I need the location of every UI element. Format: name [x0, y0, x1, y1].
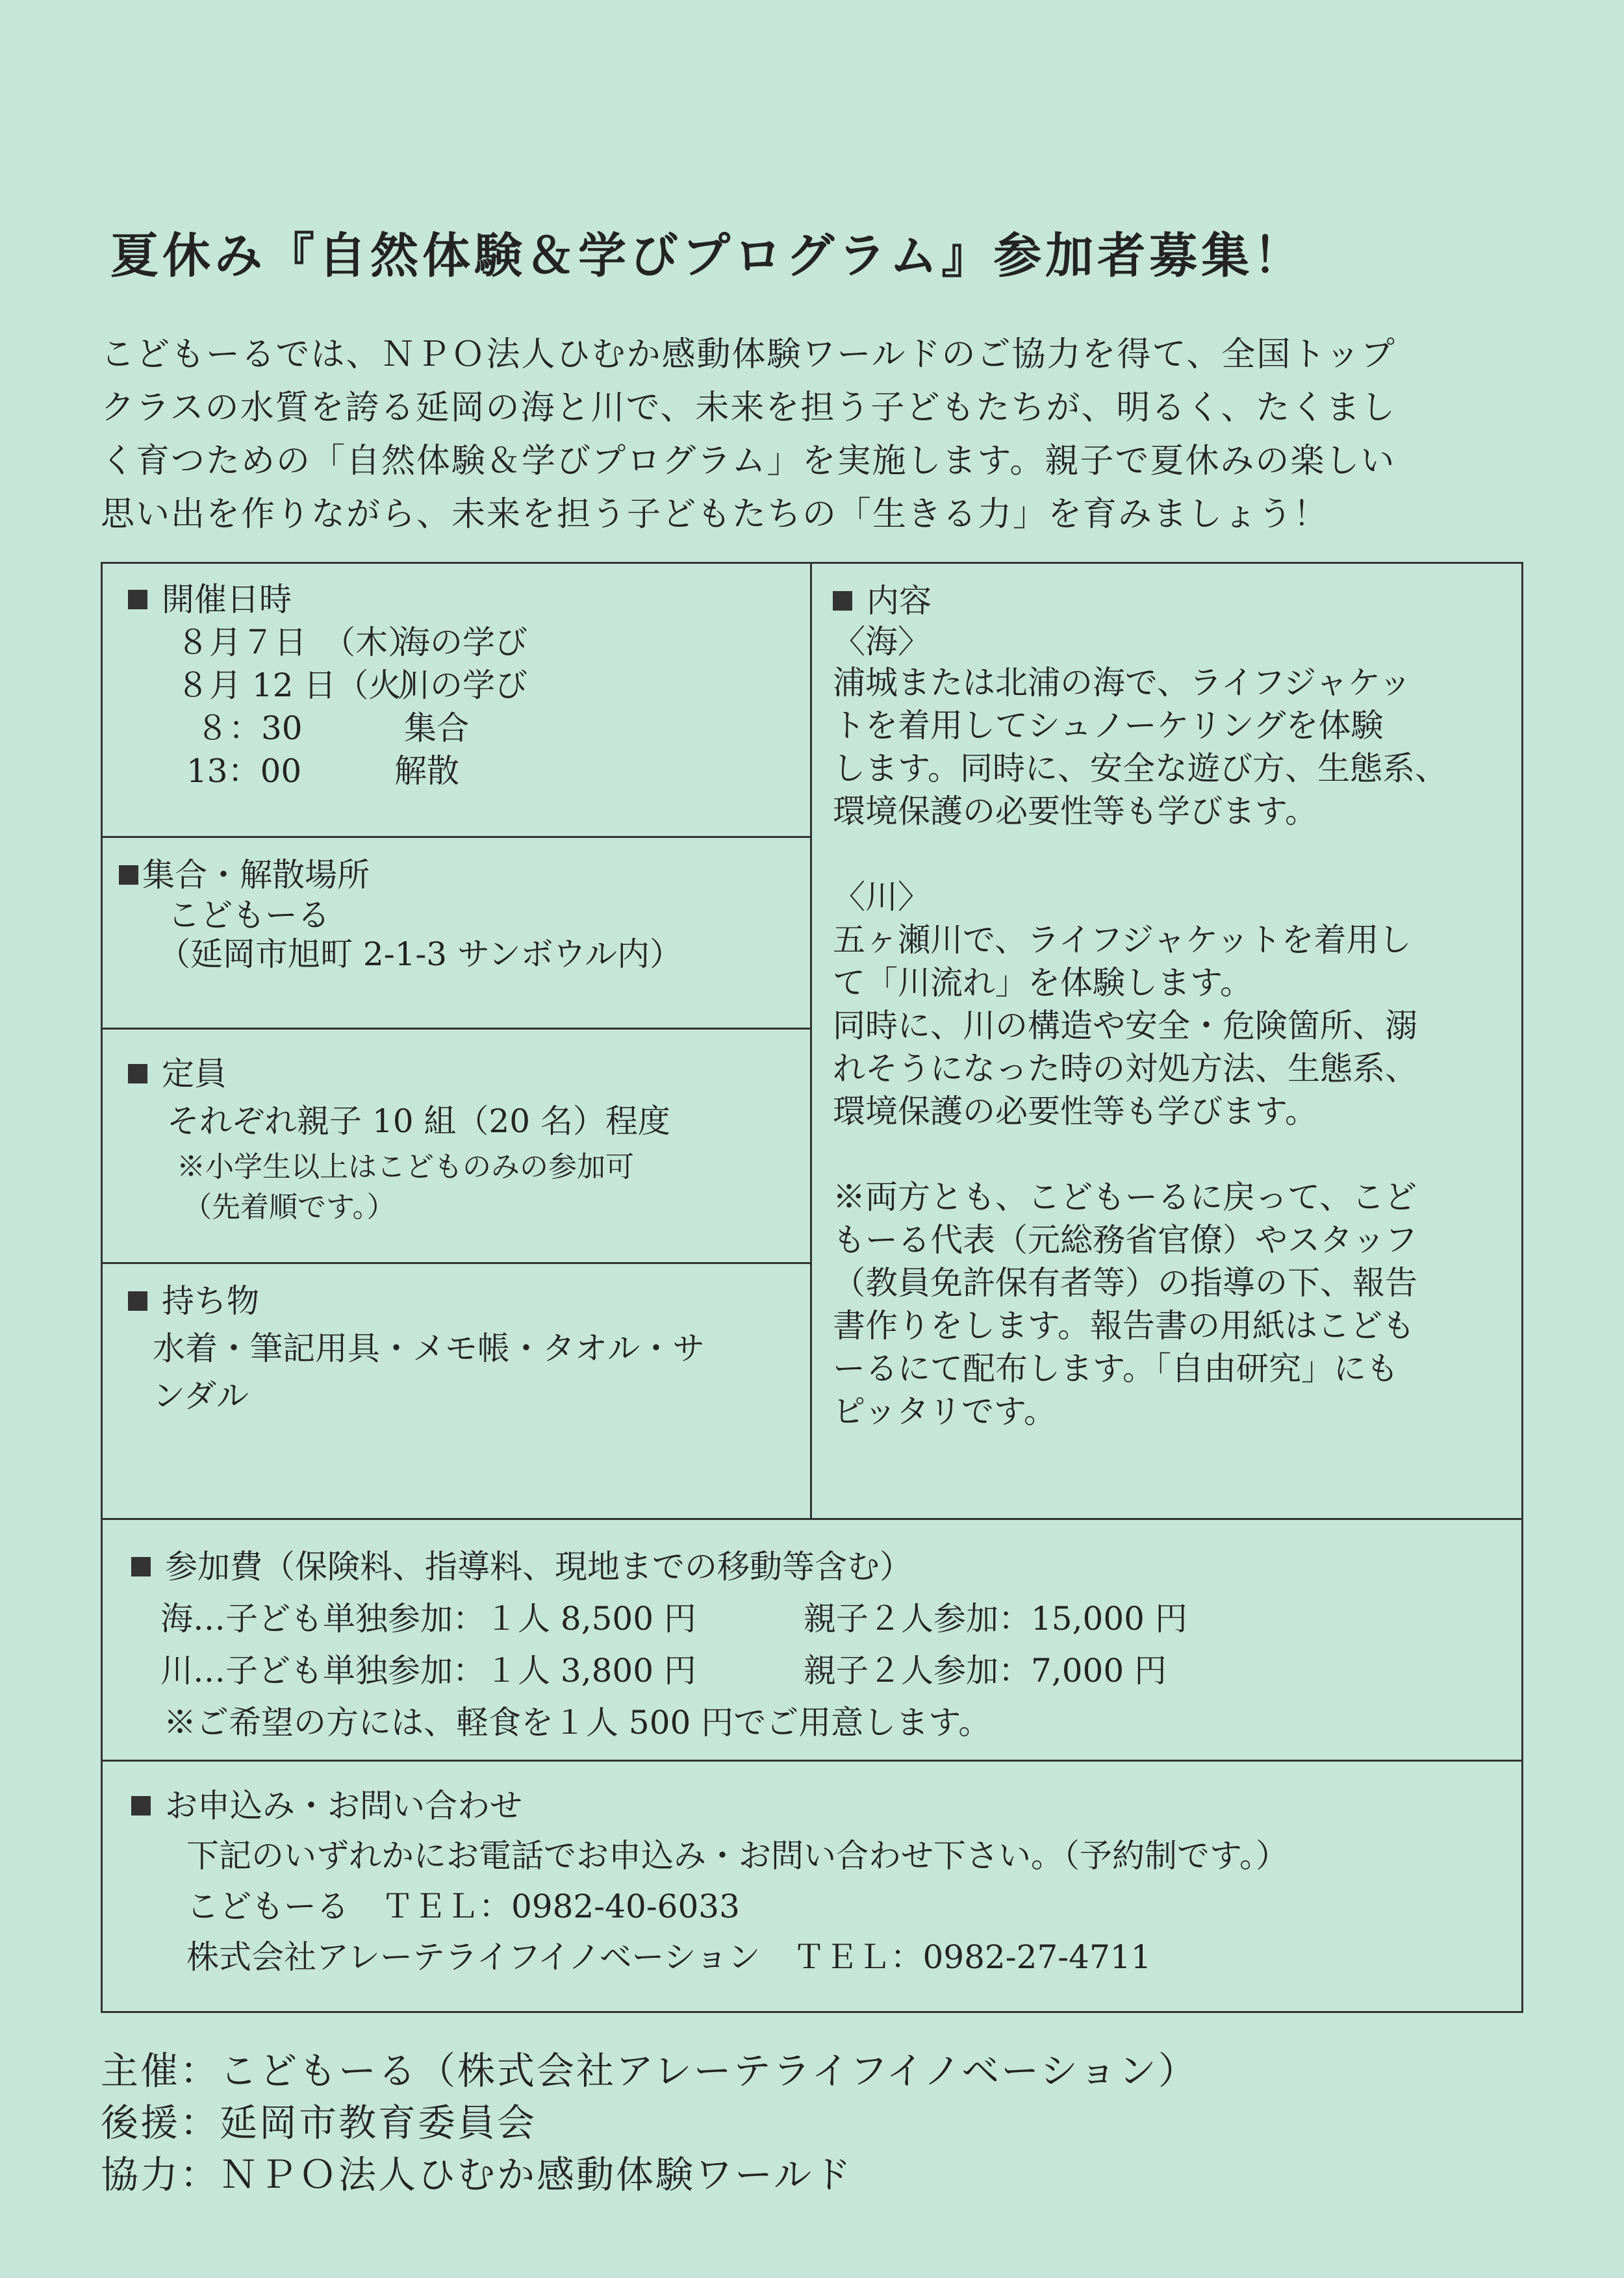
contact-phone-arete: 株式会社アレーテライフイノベーション ＴＥＬ：0982-27-4711 [186, 1938, 1152, 1976]
schedule-time-row [128, 750, 809, 792]
bullet-square-icon [833, 591, 852, 611]
bullet-square-icon [128, 1291, 147, 1311]
schedule-section [101, 564, 809, 833]
fee-section [104, 1526, 1520, 1757]
items-section [101, 1267, 809, 1517]
river-line: て「川流れ」を体験します。 [833, 964, 1252, 1002]
contact-section [104, 1767, 1520, 2010]
contact-instruction: 下記のいずれかにお電話でお申込み・お問い合わせ下さい。（予約制です。） [186, 1837, 1288, 1875]
river-label: 〈川〉 [833, 878, 930, 916]
schedule-time: 13：00 [186, 752, 302, 790]
schedule-date: ８月７日 （木） [177, 624, 420, 661]
intro-line: こどもーるでは、ＮＰＯ法人ひむか感動体験ワールドのご協力を得て、全国トップ [101, 335, 1396, 374]
content-heading: 内容 [867, 582, 932, 620]
place-section [101, 839, 809, 1028]
schedule-time-label: 解散 [394, 752, 459, 790]
sea-line: 環境保護の必要性等も学びます。 [833, 792, 1317, 830]
sea-label: 〈海〉 [833, 623, 930, 661]
capacity-text: それぞれ親子 10 組（20 名）程度 [167, 1102, 670, 1140]
schedule-time-row [128, 707, 809, 750]
river-line: 環境保護の必要性等も学びます。 [833, 1093, 1317, 1130]
schedule-row [128, 621, 809, 664]
footer-credits [101, 2045, 1198, 2201]
capacity-note: （先着順です。） [183, 1191, 396, 1224]
divider [101, 1262, 812, 1264]
bullet-square-icon [119, 865, 138, 885]
capacity-section [101, 1033, 809, 1260]
schedule-heading: 開催日時 [162, 581, 292, 618]
fee-single: 海…子ども単独参加：１人 8,500 円 [160, 1600, 696, 1638]
items-heading: 持ち物 [162, 1282, 259, 1320]
fee-row-river [131, 1645, 1520, 1697]
sea-line: トを着用してシュノーケリングを体験 [833, 707, 1384, 744]
organizer: 主催：こどもーる（株式会社アレーテライフイノベーション） [101, 2049, 1198, 2093]
bullet-square-icon [128, 590, 147, 609]
cooperator: 協力：ＮＰＯ法人ひむか感動体験ワールド [101, 2153, 853, 2197]
capacity-heading: 定員 [162, 1055, 227, 1093]
content-section [812, 565, 1521, 1517]
intro-line: 思い出を作りながら、未来を担う子どもたちの「生きる力」を育みましょう！ [101, 495, 1329, 534]
bullet-square-icon [131, 1796, 151, 1816]
schedule-time: ８：30 [196, 709, 303, 747]
place-name: こどもーる [168, 896, 330, 934]
river-line: 同時に、川の構造や安全・危険箇所、溺 [833, 1007, 1417, 1044]
note-line: ピッタリです。 [833, 1393, 1056, 1430]
note-line: もーる代表（元総務省官僚）やスタッフ [833, 1221, 1417, 1259]
items-text: ンダル [153, 1377, 249, 1415]
items-text: 水着・筆記用具・メモ帳・タオル・サ [153, 1330, 705, 1367]
fee-heading: 参加費（保険料、指導料、現地までの移動等含む） [165, 1548, 912, 1586]
note-line: 書作りをします。報告書の用紙はこども [833, 1307, 1415, 1345]
schedule-date: ８月 12 日（火） [177, 666, 434, 704]
divider [101, 836, 812, 838]
fee-single: 川…子ども単独参加：１人 3,800 円 [160, 1652, 696, 1690]
bullet-square-icon [128, 1064, 147, 1083]
note-line: ーるにて配布します。「自由研究」にも [833, 1350, 1399, 1387]
schedule-label: 海の学び [398, 624, 527, 661]
sea-line: 浦城または北浦の海で、ライフジャケッ [833, 664, 1412, 702]
river-line: れそうになった時の対処方法、生態系、 [833, 1050, 1417, 1087]
sea-line: します。同時に、安全な遊び方、生態系、 [833, 750, 1447, 787]
schedule-label: 川の学び [398, 666, 527, 704]
schedule-time-label: 集合 [404, 709, 469, 747]
fee-row-sea [131, 1593, 1520, 1645]
note-line: （教員免許保有者等）の指導の下、報告 [833, 1264, 1417, 1302]
place-heading: 集合・解散場所 [142, 856, 370, 894]
fee-note: ※ご希望の方には、軽食を１人 500 円でご用意します。 [164, 1704, 991, 1741]
bullet-square-icon [131, 1557, 151, 1576]
place-address: （延岡市旭町 2-1-3 サンボウル内） [158, 935, 683, 973]
supporter: 後援：延岡市教育委員会 [101, 2101, 537, 2145]
fee-pair: 親子２人参加：15,000 円 [804, 1600, 1187, 1638]
contact-heading: お申込み・お問い合わせ [165, 1787, 522, 1825]
flyer-title: 夏休み『自然体験＆学びプログラム』参加者募集！ [110, 228, 1306, 284]
river-line: 五ヶ瀬川で、ライフジャケットを着用し [833, 921, 1412, 959]
fee-pair: 親子２人参加：7,000 円 [804, 1652, 1167, 1690]
capacity-note: ※小学生以上はこどものみの参加可 [177, 1150, 634, 1183]
contact-phone-kodomall: こどもーる ＴＥＬ：0982-40-6033 [186, 1888, 740, 1925]
intro-paragraph [101, 328, 1530, 541]
schedule-row [128, 664, 809, 707]
intro-line: クラスの水質を誇る延岡の海と川で、未来を担う子どもたちが、明るく、たくまし [101, 388, 1397, 427]
intro-line: く育つための「自然体験＆学びプログラム」を実施します。親子で夏休みの楽しい [101, 442, 1396, 481]
divider [101, 1028, 812, 1030]
note-line: ※両方とも、こどもーるに戻って、こど [833, 1178, 1417, 1216]
